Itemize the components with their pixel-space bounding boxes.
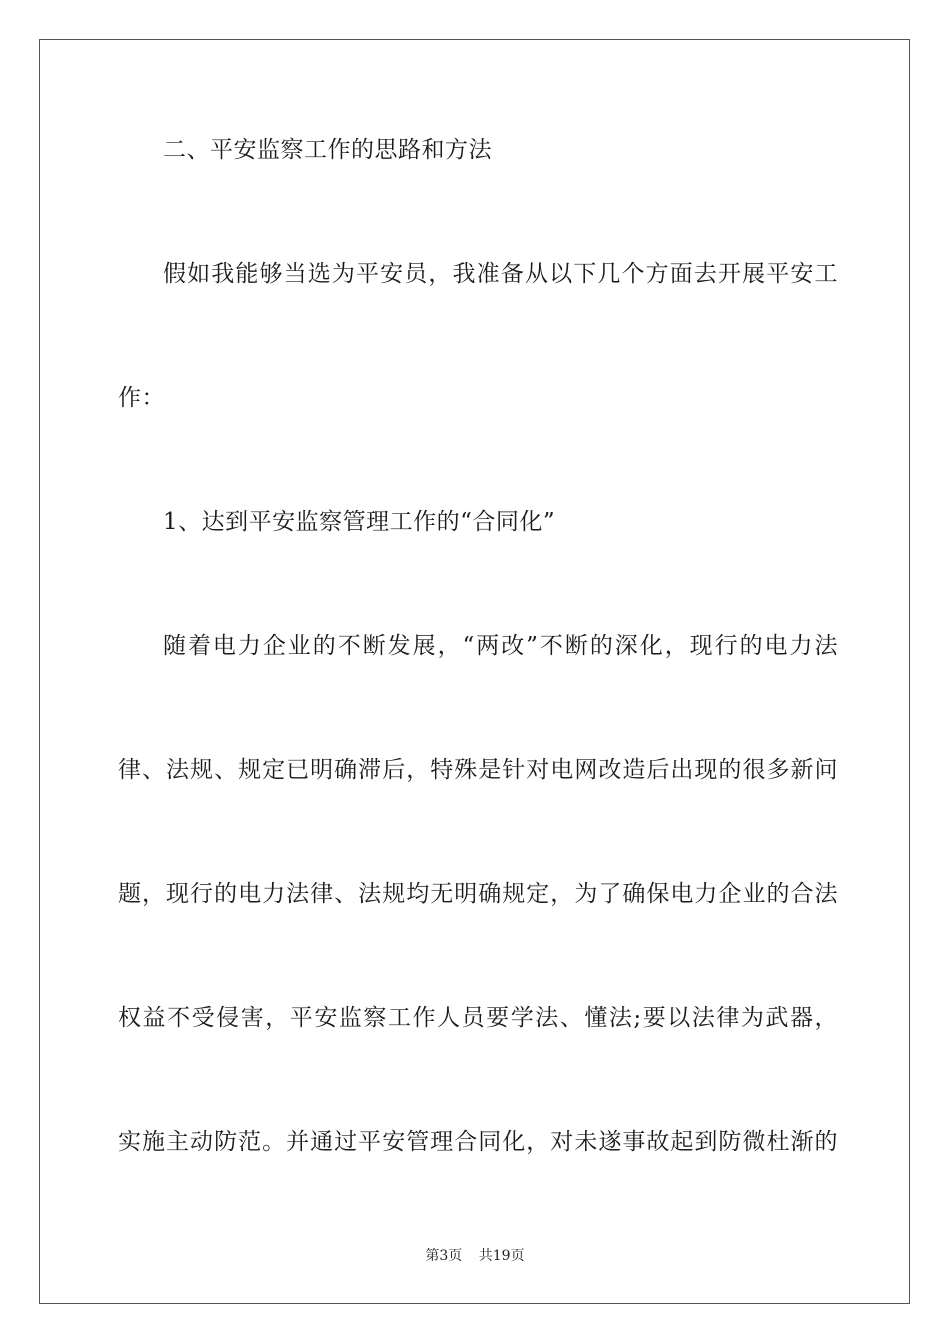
- paragraph-line: 律、法规、规定已明确滞后，特殊是针对电网改造后出现的很多新问: [118, 757, 838, 783]
- paragraph-line: 假如我能够当选为平安员，我准备从以下几个方面去开展平安工: [163, 261, 838, 287]
- page-number: 第3页: [425, 1248, 463, 1264]
- paragraph-line: 实施主动防范。并通过平安管理合同化，对未遂事故起到防微杜渐的: [118, 1129, 838, 1155]
- page-footer: [0, 1246, 950, 1266]
- paragraph-line: 题，现行的电力法律、法规均无明确规定，为了确保电力企业的合法: [118, 881, 838, 907]
- section-heading: 二、平安监察工作的思路和方法: [163, 137, 492, 163]
- paragraph-line: 权益不受侵害，平安监察工作人员要学法、懂法;要以法律为武器，: [118, 1005, 838, 1031]
- page-total: 共19页: [478, 1248, 525, 1264]
- page-border: [39, 39, 910, 1304]
- paragraph-line: 随着电力企业的不断发展，“两改”不断的深化，现行的电力法: [163, 633, 838, 659]
- paragraph-line: 作：: [118, 385, 165, 411]
- subsection-heading: 1、达到平安监察管理工作的“合同化”: [163, 509, 556, 535]
